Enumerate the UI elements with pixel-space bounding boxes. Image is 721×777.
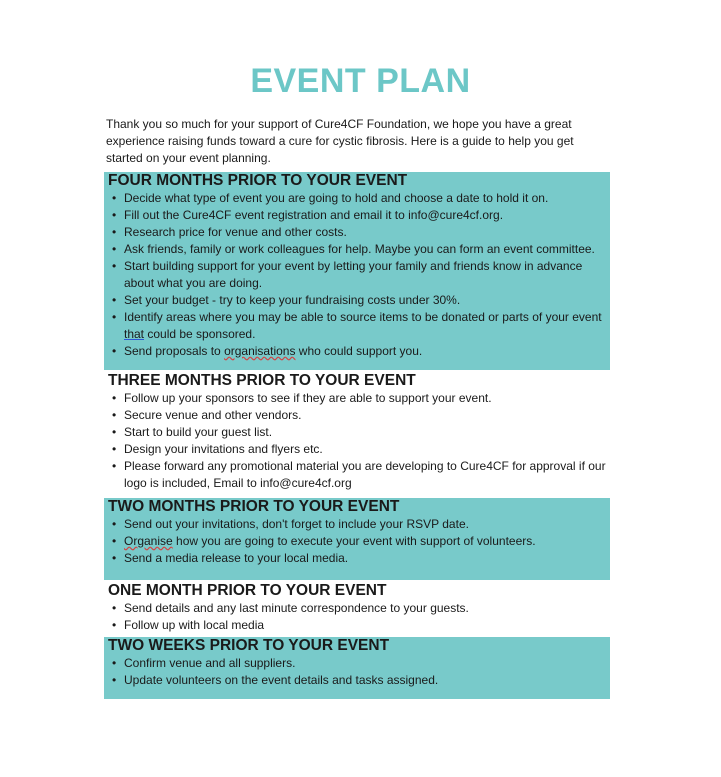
task-list	[108, 390, 606, 492]
list-item: • Decide what type of event you are going to hold and choose a date to hold it on.	[124, 190, 606, 207]
list-item: • Ask friends, family or work colleagues for help. Maybe you can form an event committee.	[124, 241, 606, 258]
list-item-text: Send proposals to	[124, 344, 225, 358]
task-list	[108, 655, 606, 689]
list-item: • Secure venue and other vendors.	[124, 407, 606, 424]
list-item: • Set your budget - try to keep your fundraising costs under 30%.	[124, 292, 606, 309]
page-title: EVENT PLAN	[250, 62, 471, 100]
list-item-text: Identify areas where you may be able to source items to be donated or parts of your event	[124, 310, 602, 324]
list-item: • Please forward any promotional material you are developing to Cure4CF for approval if our logo is included, Email to info@cure4cf.org	[124, 458, 606, 492]
section-heading: ONE MONTH PRIOR TO YOUR EVENT	[108, 582, 387, 599]
section-two-months	[104, 498, 610, 580]
intro-paragraph: Thank you so much for your support of Cure4CF Foundation, we hope you have a great experience raising funds toward a cure for cystic fibrosis. Here is a guide to help you get started on your event planning.	[106, 117, 574, 165]
list-item: • Follow up with local media	[124, 617, 606, 634]
list-item-text: that	[124, 327, 145, 341]
task-list	[108, 516, 606, 567]
list-item-text: who could support you.	[295, 344, 423, 358]
list-item: • Research price for venue and other costs.	[124, 224, 606, 241]
list-item-text: Organise	[124, 534, 173, 548]
list-item: • Send out your invitations, don't forget to include your RSVP date.	[124, 516, 606, 533]
task-list	[108, 600, 606, 634]
list-item	[124, 343, 606, 360]
list-item: • Fill out the Cure4CF event registration and email it to info@cure4cf.org.	[124, 207, 606, 224]
task-list	[108, 190, 606, 360]
list-item-text: could be sponsored.	[144, 327, 256, 341]
list-item: • Start to build your guest list.	[124, 424, 606, 441]
list-item	[124, 533, 606, 550]
section-heading: FOUR MONTHS PRIOR TO YOUR EVENT	[108, 172, 408, 189]
list-item: • Update volunteers on the event details and tasks assigned.	[124, 672, 606, 689]
list-item: • Start building support for your event by letting your family and friends know in advance about what you are doing.	[124, 258, 606, 292]
list-item: • Confirm venue and all suppliers.	[124, 655, 606, 672]
list-item: • Design your invitations and flyers etc.	[124, 441, 606, 458]
list-item	[124, 309, 606, 343]
section-heading: THREE MONTHS PRIOR TO YOUR EVENT	[108, 372, 416, 389]
list-item-text: organisations	[224, 344, 296, 358]
list-item: • Send a media release to your local media.	[124, 550, 606, 567]
section-heading: TWO MONTHS PRIOR TO YOUR EVENT	[108, 498, 400, 515]
section-one-month	[104, 582, 610, 634]
section-four-months	[104, 172, 610, 370]
list-item: • Send details and any last minute correspondence to your guests.	[124, 600, 606, 617]
section-heading: TWO WEEKS PRIOR TO YOUR EVENT	[108, 637, 390, 654]
section-three-months	[104, 372, 610, 496]
list-item-text: how you are going to execute your event with support of volunteers.	[172, 534, 536, 548]
list-item: • Follow up your sponsors to see if they are able to support your event.	[124, 390, 606, 407]
section-two-weeks	[104, 637, 610, 699]
